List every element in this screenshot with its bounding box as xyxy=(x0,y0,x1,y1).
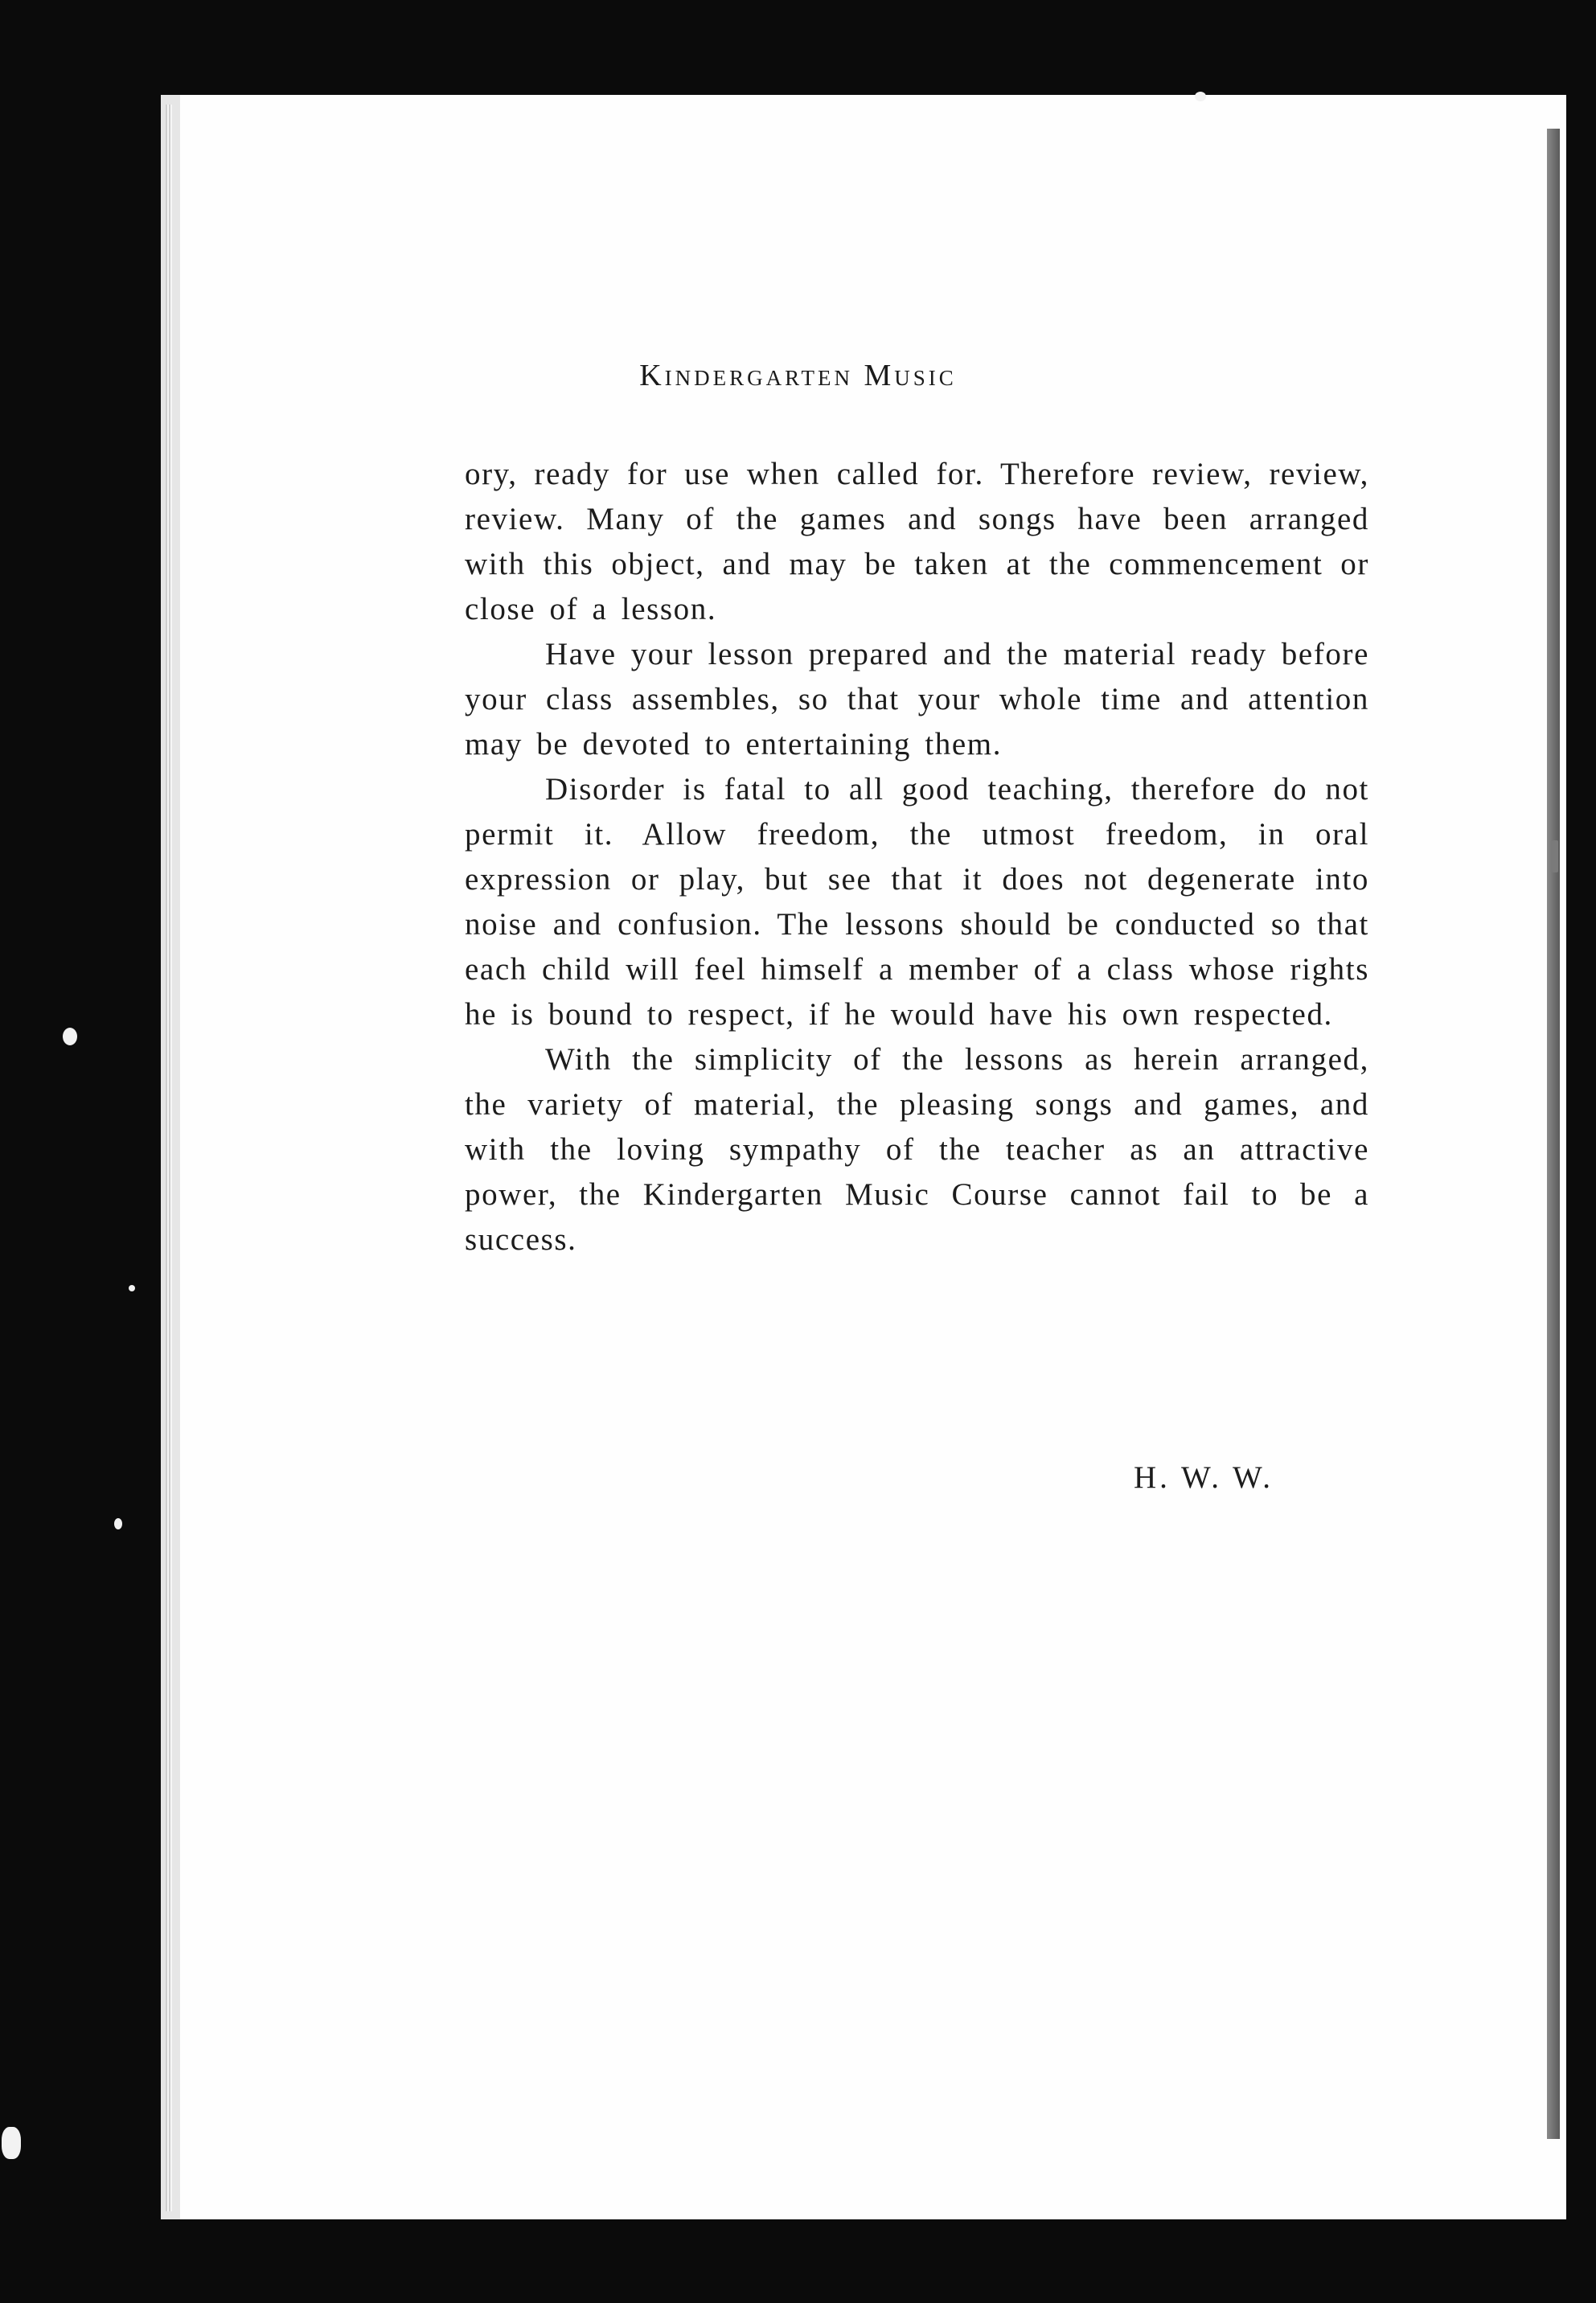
scan-speck xyxy=(2,2127,21,2159)
scan-speck xyxy=(1195,92,1206,101)
running-head: Kindergarten Music xyxy=(639,359,957,392)
scan-speck xyxy=(63,1028,77,1045)
page-edge-left xyxy=(166,105,172,2211)
paragraph: Disorder is fatal to all good teaching, therefore do not permit it. Allow freedom, the utmost freedom, in oral expression or play, but see that it does not degenerate into noise and confusion. The lessons should be conducted so that each child will feel himself a member of a class whose rights he is bound to respect, if he would have his own respected. xyxy=(465,772,1369,1032)
scan-speck xyxy=(1552,840,1558,872)
page-edge-right xyxy=(1547,129,1560,2139)
paragraph: ory, ready for use when called for. Therefore review, review, review. Many of the games and songs have been arranged with this object, and may be taken at the commencement or close of a lesson. xyxy=(465,457,1369,626)
paragraph: With the simplicity of the lessons as herein arranged, the variety of material, the pleasing songs and games, and with the loving sympathy of the teacher as an attractive power, the Kindergarten Music Course cannot fail to be a success. xyxy=(465,1042,1369,1257)
scan-speck xyxy=(114,1518,122,1529)
paragraph: Have your lesson prepared and the material ready before your class assembles, so that your whole time and attention may be devoted to entertaining them. xyxy=(465,637,1369,762)
scan-speck xyxy=(129,1285,135,1291)
body-text xyxy=(465,452,1369,1262)
author-signature: H. W. W. xyxy=(1134,1460,1274,1495)
